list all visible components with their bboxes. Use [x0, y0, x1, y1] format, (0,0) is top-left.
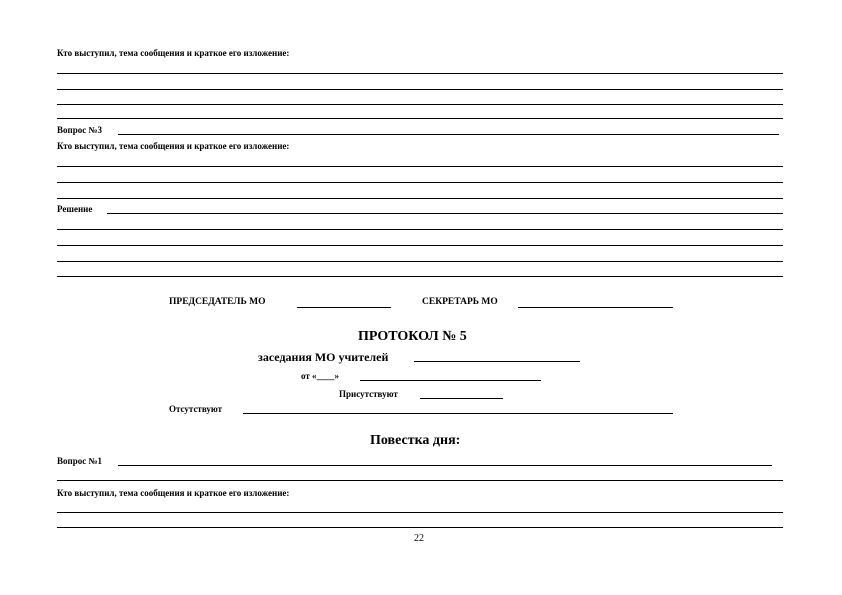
chairman-signature-line[interactable]: [297, 307, 391, 308]
question-3-label: Вопрос №3: [57, 125, 102, 135]
page-number: 22: [414, 533, 424, 544]
meeting-label: заседания МО учителей: [258, 350, 389, 364]
meeting-line[interactable]: [414, 361, 580, 362]
write-line[interactable]: [57, 118, 783, 119]
write-line[interactable]: [57, 229, 783, 230]
write-line[interactable]: [57, 198, 783, 199]
write-line[interactable]: [57, 527, 783, 528]
secretary-signature-line[interactable]: [518, 307, 673, 308]
write-line[interactable]: [57, 276, 783, 277]
write-line[interactable]: [57, 512, 783, 513]
absent-label: Отсутствуют: [169, 404, 223, 414]
write-line[interactable]: [57, 73, 783, 74]
date-label: от «____»: [301, 371, 340, 381]
write-line[interactable]: [57, 245, 783, 246]
write-line[interactable]: [57, 182, 783, 183]
write-line[interactable]: [57, 261, 783, 262]
secretary-label: СЕКРЕТАРЬ МО: [422, 297, 498, 307]
agenda-title: Повестка дня:: [370, 433, 461, 448]
protocol-title: ПРОТОКОЛ № 5: [358, 329, 467, 344]
absent-line[interactable]: [243, 413, 673, 414]
question-3-line[interactable]: [118, 134, 779, 135]
decision-label: Решение: [57, 204, 93, 214]
speaker-label-2: Кто выступил, тема сообщения и краткое его изложение:: [57, 141, 290, 151]
write-line[interactable]: [57, 104, 783, 105]
chairman-label: ПРЕДСЕДАТЕЛЬ МО: [169, 297, 266, 307]
write-line[interactable]: [57, 480, 783, 481]
write-line[interactable]: [57, 89, 783, 90]
present-line[interactable]: [420, 398, 503, 399]
write-line[interactable]: [57, 166, 783, 167]
speaker-label-3: Кто выступил, тема сообщения и краткое его изложение:: [57, 488, 290, 498]
question-1-label: Вопрос №1: [57, 456, 102, 466]
present-label: Присутствуют: [339, 389, 398, 399]
question-1-line[interactable]: [118, 465, 772, 466]
speaker-label-1: Кто выступил, тема сообщения и краткое его изложение:: [57, 48, 290, 58]
decision-line[interactable]: [107, 213, 783, 214]
date-line[interactable]: [360, 380, 541, 381]
